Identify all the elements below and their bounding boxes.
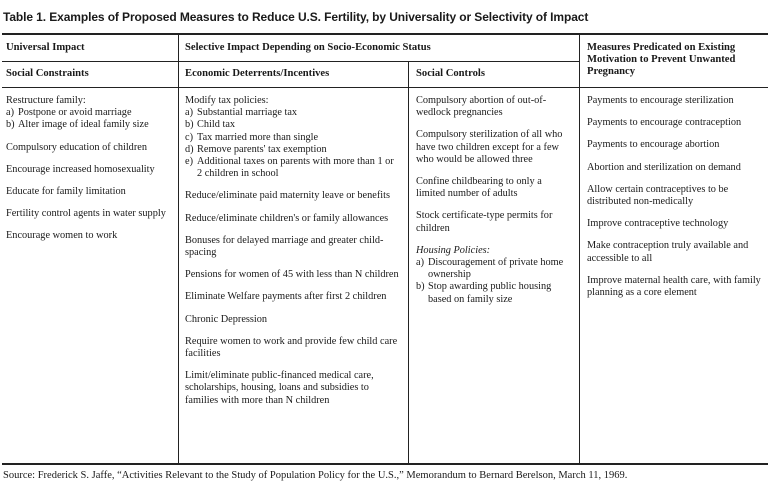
- item-text: Stop awarding public housing based on family size: [428, 281, 552, 305]
- list-item: Encourage women to work: [6, 230, 118, 242]
- list-item: Bonuses for delayed marriage and greater child-spacing: [185, 234, 384, 259]
- item-text: Discouragement of private home ownership: [428, 257, 564, 281]
- list-item: Reduce/eliminate children's or family allowances: [185, 212, 389, 224]
- source-note: Source: Frederick S. Jaffe, “Activities Relevant to the Study of Population Policy for the U.S.,” Memorandum to Bernard Berelson, March 11, 1969.: [3, 470, 628, 481]
- header-motivation: Measures Predicated on Existing Motivation to Prevent Unwanted Pregnancy: [587, 42, 736, 77]
- header-social-constraints: Social Constraints: [6, 68, 89, 79]
- subheader-rule-left: [2, 61, 579, 62]
- list-item: Encourage increased homosexuality: [6, 163, 155, 175]
- item-text: Substantial marriage tax: [197, 107, 298, 119]
- list-item: Educate for family limitation: [6, 186, 126, 198]
- header-social-controls: Social Controls: [416, 68, 485, 79]
- table-title: Table 1. Examples of Proposed Measures to Reduce U.S. Fertility, by Universality or Selectivity of Impact: [3, 10, 589, 24]
- tax-item: [185, 156, 399, 180]
- tax-item: [185, 144, 399, 156]
- divider-1: [178, 34, 179, 464]
- list-item: Reduce/eliminate paid maternity leave or benefits: [185, 190, 390, 202]
- list-item: Payments to encourage abortion: [587, 139, 720, 151]
- item-label: a): [6, 107, 14, 119]
- header-economic: Economic Deterrents/Incentives: [185, 68, 330, 79]
- item-label: a): [416, 257, 424, 269]
- list-item: Abortion and sterilization on demand: [587, 161, 741, 173]
- list-item: Pensions for women of 45 with less than N children: [185, 269, 399, 281]
- list-item: Compulsory sterilization of all who have two children except for a few who would be allowed three: [416, 129, 563, 165]
- restructure-item-a: [6, 107, 172, 119]
- list-item: Compulsory abortion of out-of-wedlock pregnancies: [416, 95, 547, 119]
- list-item: Make contraception truly available and accessible to all: [587, 240, 749, 264]
- list-item: Allow certain contraceptives to be distributed non-medically: [587, 183, 729, 208]
- column-social-controls: [416, 95, 572, 306]
- housing-item: [416, 281, 572, 305]
- list-item: Chronic Depression: [185, 313, 268, 325]
- housing-heading: Housing Policies:: [416, 244, 491, 256]
- tax-item: [185, 119, 399, 131]
- divider-2: [408, 62, 409, 464]
- tax-item: [185, 107, 399, 119]
- item-label: b): [185, 119, 194, 131]
- list-item: Compulsory education of children: [6, 141, 147, 153]
- tax-heading: Modify tax policies:: [185, 95, 269, 106]
- item-label: a): [185, 107, 193, 119]
- restructure-item-b: [6, 119, 172, 131]
- column-social-constraints: [6, 95, 172, 253]
- list-item: Limit/eliminate public-financed medical care, scholarships, housing, loans and subsidies to families with more than N children: [185, 370, 374, 406]
- item-label: b): [6, 119, 15, 131]
- list-item: Improve contraceptive technology: [587, 218, 729, 230]
- column-economic: [185, 95, 399, 417]
- list-item: Payments to encourage sterilization: [587, 95, 734, 106]
- item-label: e): [185, 156, 193, 168]
- item-text: Postpone or avoid marriage: [18, 107, 132, 119]
- list-item: Eliminate Welfare payments after first 2 children: [185, 291, 387, 303]
- item-label: d): [185, 143, 194, 155]
- list-item: Confine childbearing to only a limited number of adults: [416, 176, 542, 200]
- list-item: Fertility control agents in water supply: [6, 208, 166, 220]
- list-item: Require women to work and provide few child care facilities: [185, 335, 398, 360]
- column-motivation: [587, 95, 763, 309]
- header-universal: Universal Impact: [6, 42, 85, 53]
- item-text: Alter image of ideal family size: [18, 119, 149, 131]
- header-bottom-rule: [2, 87, 768, 88]
- table-bottom-rule: [2, 463, 768, 465]
- top-rule: [2, 33, 768, 35]
- item-text: Remove parents' tax exemption: [197, 143, 327, 155]
- item-label: b): [416, 281, 425, 293]
- item-text: Child tax: [197, 119, 236, 131]
- restructure-heading: Restructure family:: [6, 95, 86, 106]
- item-label: c): [185, 131, 193, 143]
- list-item: Improve maternal health care, with family planning as a core element: [587, 274, 761, 299]
- header-selective: Selective Impact Depending on Socio-Economic Status: [185, 42, 431, 53]
- tax-item: [185, 132, 399, 144]
- list-item: Stock certificate-type permits for children: [416, 210, 553, 234]
- list-item: Payments to encourage contraception: [587, 117, 742, 129]
- item-text: Additional taxes on parents with more than 1 or 2 children in school: [197, 156, 394, 180]
- item-text: Tax married more than single: [197, 131, 319, 143]
- divider-3: [579, 34, 580, 464]
- housing-item: [416, 257, 572, 281]
